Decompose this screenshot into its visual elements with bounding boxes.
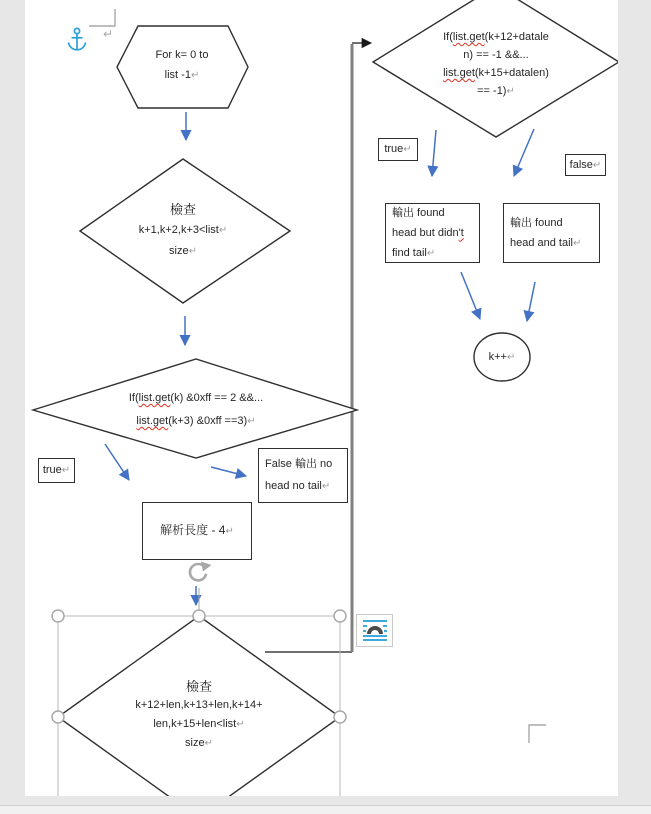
true-label-right-text: true↵ bbox=[384, 143, 412, 155]
document-canvas bbox=[25, 0, 618, 796]
margin-corner-mark-top-left bbox=[89, 9, 115, 26]
text-wrap-icon bbox=[362, 618, 388, 643]
arrow-tail-true-branch[interactable] bbox=[432, 130, 436, 176]
output-head-and-tail-box[interactable] bbox=[503, 203, 600, 263]
output-head-and-tail-text: 輸出 found head and tail↵ bbox=[510, 216, 582, 249]
false-label-box-right[interactable] bbox=[565, 154, 606, 176]
arrow-true-branch[interactable] bbox=[105, 444, 129, 480]
arrow-false-branch[interactable] bbox=[211, 467, 246, 476]
false-label-right-text: false↵ bbox=[569, 158, 602, 171]
false-output-text: False 輸出 no head no tail↵ bbox=[265, 458, 333, 492]
k-increment-text: k++↵ bbox=[488, 351, 516, 363]
output-head-no-tail-box[interactable] bbox=[385, 203, 480, 263]
diamond-check2-text: 檢查 k+12+len,k+13+len,k+14+ len,k+15+len<list↵ size↵ bbox=[135, 679, 263, 749]
arrow-tail-false-branch[interactable] bbox=[514, 129, 534, 176]
diamond-if1-text: If(list.get(k) &0xff == 2 &&... list.get(k+3) &0xff ==3)↵ bbox=[128, 392, 264, 427]
parse-length-box[interactable] bbox=[142, 502, 252, 560]
handle-top-left[interactable] bbox=[52, 610, 64, 622]
arrow-outB-to-kpp[interactable] bbox=[527, 282, 535, 321]
diamond-if2-text: If(list.get(k+12+datale n) == -1 &&... list.get(k+15+datalen) == -1)↵ bbox=[443, 31, 549, 97]
hexagon-for-loop-text: For k= 0 to list -1↵ bbox=[155, 49, 209, 81]
output-head-no-tail-text: 輸出 found head but didn't find tail↵ bbox=[392, 206, 464, 259]
false-output-box[interactable] bbox=[258, 448, 348, 503]
handle-top-center[interactable] bbox=[193, 610, 205, 622]
true-label-box-right[interactable] bbox=[378, 138, 418, 161]
anchor-icon[interactable] bbox=[69, 28, 86, 50]
handle-mid-right[interactable] bbox=[334, 711, 346, 723]
rotate-handle-icon[interactable] bbox=[190, 562, 212, 581]
true-label-left-text: true↵ bbox=[42, 464, 71, 476]
arrow-outA-to-kpp[interactable] bbox=[461, 272, 480, 319]
paragraph-mark: ↵ bbox=[103, 27, 114, 41]
diamond-check1-text: 檢查 k+1,k+2,k+3<list↵ size↵ bbox=[138, 202, 228, 257]
parse-length-text: 解析長度 - 4↵ bbox=[160, 523, 234, 537]
true-label-box-left[interactable] bbox=[38, 458, 75, 483]
handle-mid-left[interactable] bbox=[52, 711, 64, 723]
handle-top-right[interactable] bbox=[334, 610, 346, 622]
document-page bbox=[25, 0, 618, 796]
margin-corner-mark-bottom-right bbox=[529, 725, 546, 743]
layout-options-button[interactable] bbox=[356, 614, 393, 647]
